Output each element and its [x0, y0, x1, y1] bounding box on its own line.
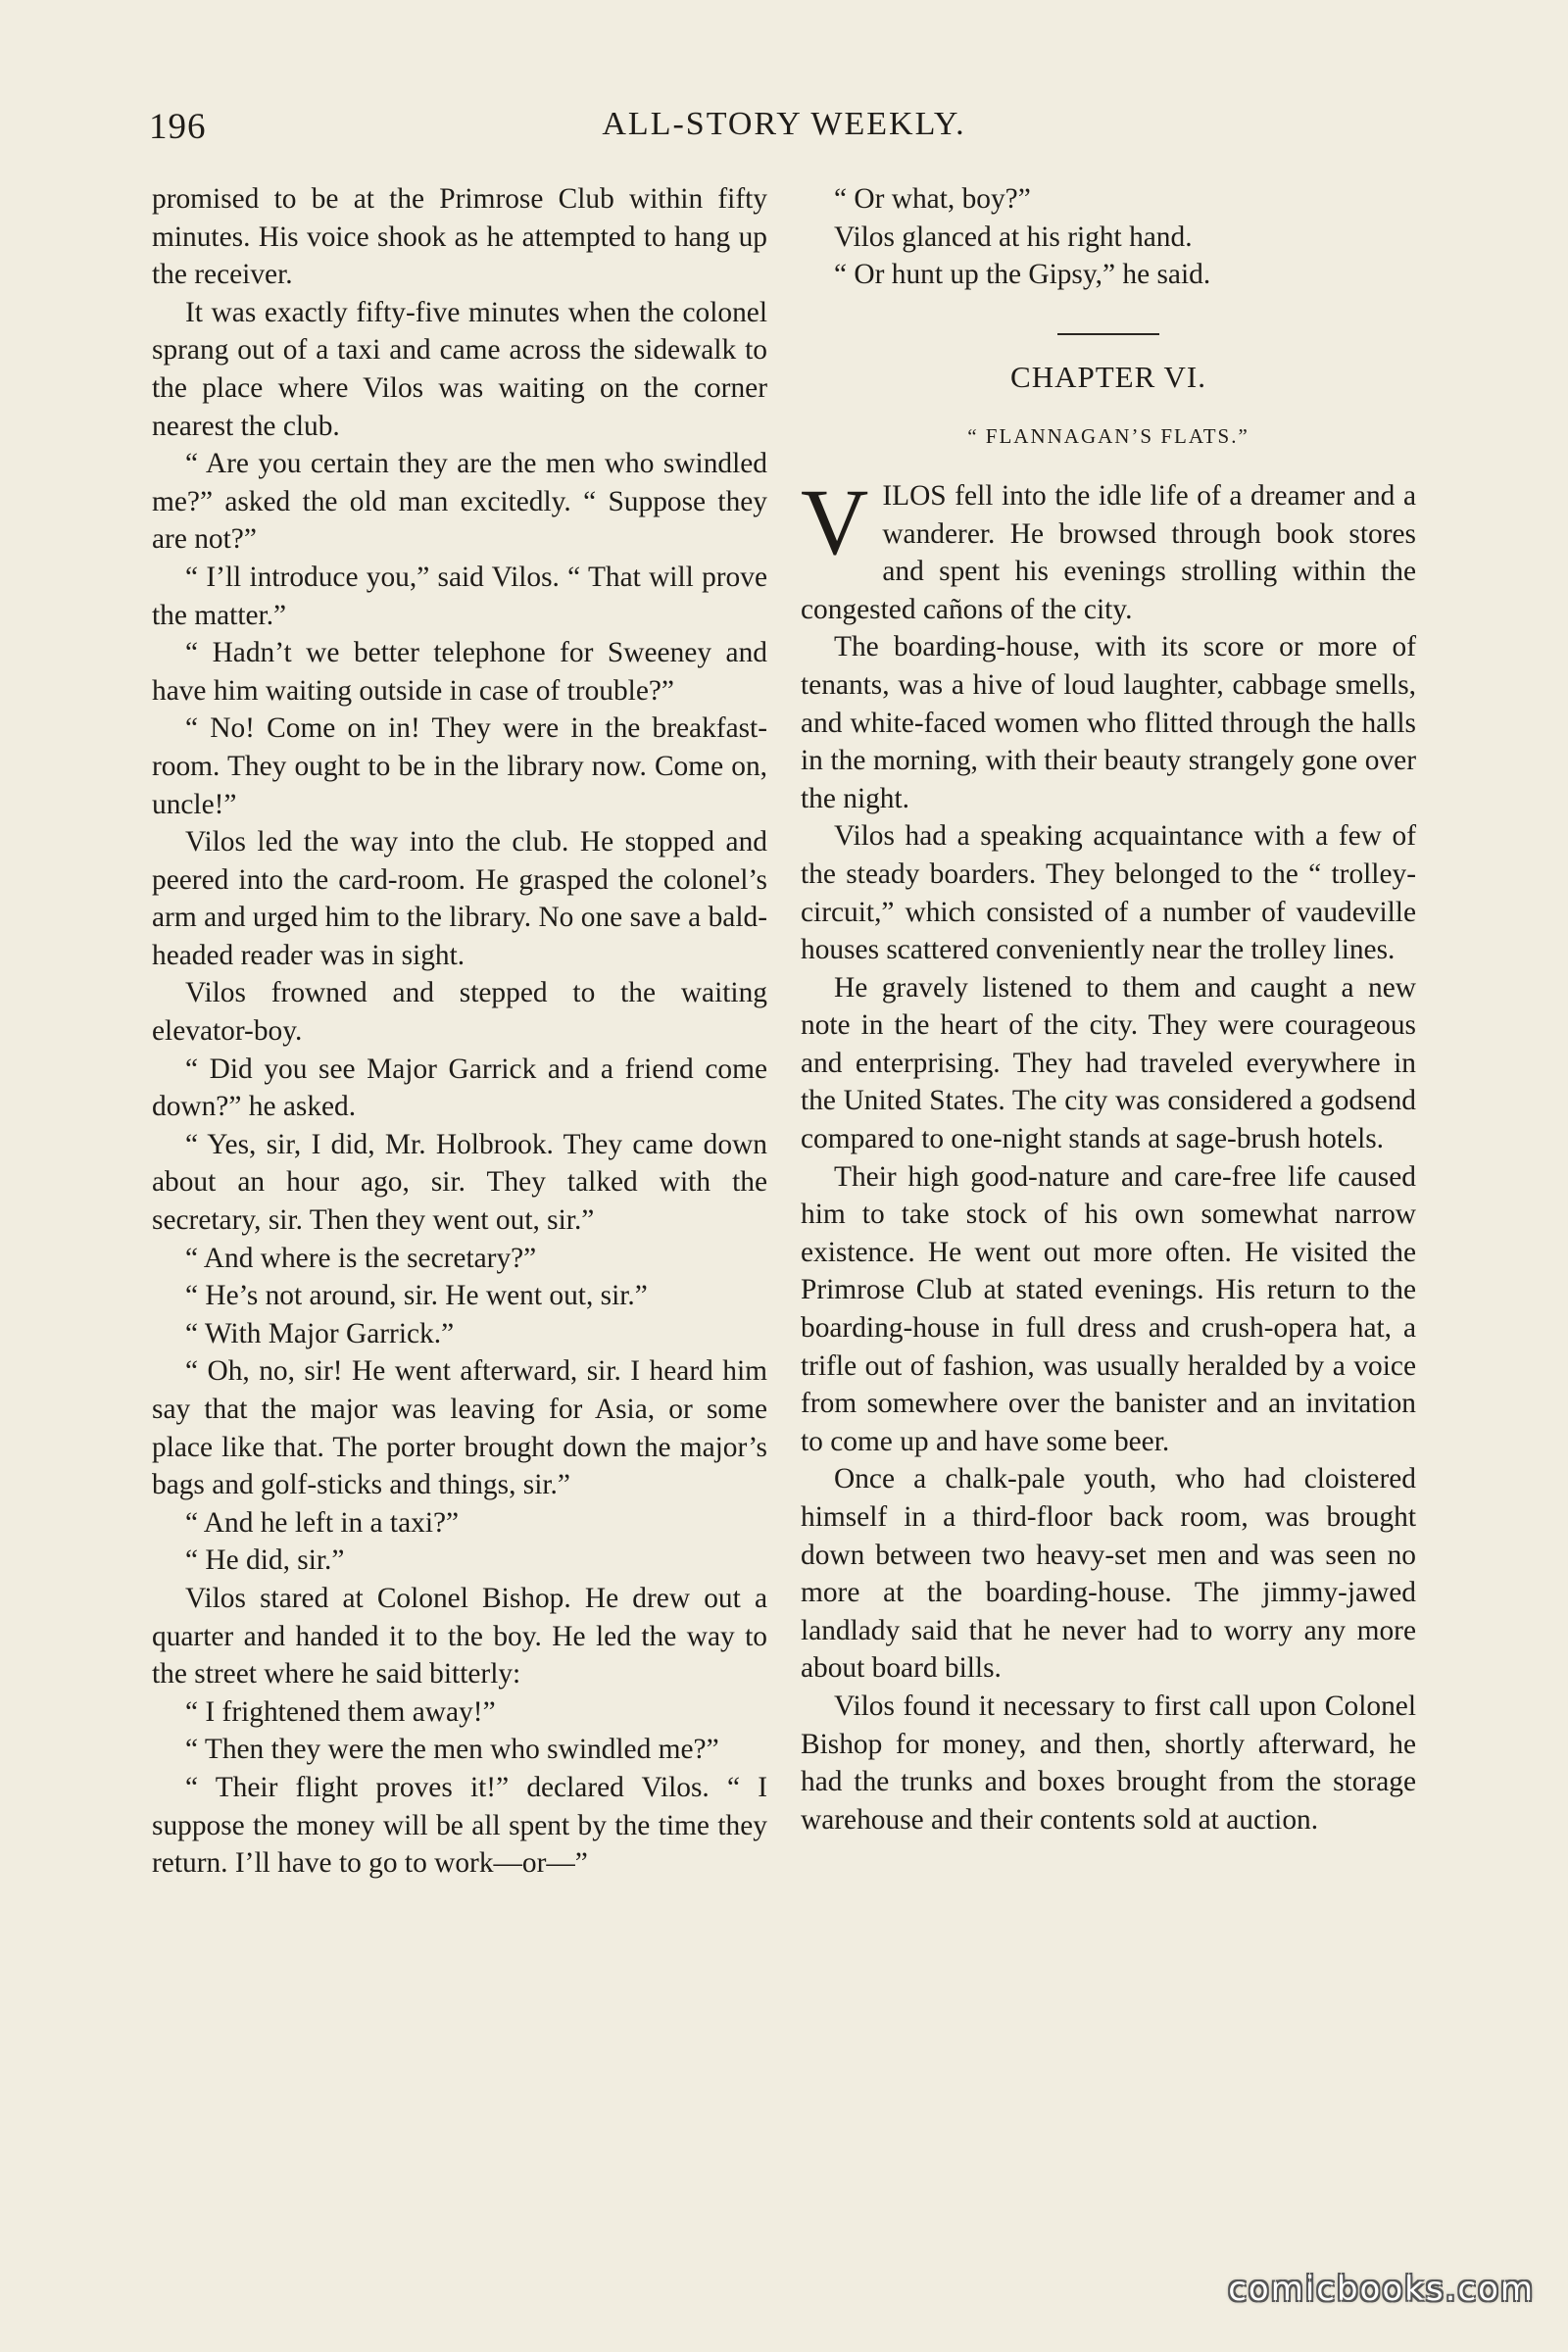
paragraph: “ And he left in a taxi?” — [185, 1506, 460, 1539]
paragraph: It was exactly fifty-five minutes when the colonel sprang out of a taxi and came across the sidewalk to the place where Vilos was waiting on the corner nearest the club. — [152, 296, 767, 442]
watermark: comicbooks.com — [1228, 2270, 1535, 2309]
paragraph: “ No! Come on in! They were in the breakfast-room. They ought to be in the library now. Come on, uncle!” — [152, 712, 767, 820]
running-title: ALL-STORY WEEKLY. — [602, 106, 966, 142]
paragraph: “ He did, sir.” — [185, 1544, 345, 1577]
paragraph: Vilos found it necessary to first call upon Colonel Bishop for money, and then, shortly afterward, he had the trunks and boxes brought from the storage warehouse and their contents sold at auction. — [801, 1690, 1416, 1836]
paragraph: Vilos stared at Colonel Bishop. He drew out a quarter and handed it to the boy. He led the way to the street where he said bitterly: — [152, 1582, 767, 1690]
left-column — [152, 180, 767, 1883]
paragraph: Vilos glanced at his right hand. — [834, 220, 1193, 253]
paragraph: Vilos led the way into the club. He stopped and peered into the card-room. He grasped the colonel’s arm and urged him to the library. No one save a bald-headed reader was in sight. — [152, 826, 767, 971]
paragraph: “ Are you certain they are the men who swindled me?” asked the old man excitedly. “ Suppose they are not?” — [152, 448, 767, 556]
paragraph: The boarding-house, with its score or more of tenants, was a hive of loud laughter, cabbage smells, and white-faced women who flitted through the halls in the morning, with their beauty strangely gone over the night. — [801, 631, 1416, 814]
paragraph: “ Hadn’t we better telephone for Sweeney and have him waiting outside in case of trouble?” — [152, 637, 767, 707]
section-divider — [1057, 333, 1159, 335]
paragraph: He gravely listened to them and caught a new note in the heart of the city. They were courageous and enterprising. They had traveled everywhere in the United States. The city was considered a godsend compared to one-night stands at sage-brush hotels. — [801, 971, 1416, 1155]
paragraph: “ With Major Garrick.” — [185, 1317, 455, 1349]
right-column — [801, 180, 1416, 1838]
paragraph: Once a chalk-pale youth, who had cloistered himself in a third-floor back room, was brought down between two heavy-set men and was seen no more at the boarding-house. The jimmy-jawed landlady said that he never had to worry any more about board bills. — [801, 1463, 1416, 1685]
paragraph: “ Or what, boy?” — [834, 183, 1031, 215]
opening-paragraph — [801, 468, 1416, 628]
paragraph: “ I’ll introduce you,” said Vilos. “ That will prove the matter.” — [152, 561, 767, 631]
paragraph: “ And where is the secretary?” — [185, 1242, 537, 1274]
paragraph: “ Oh, no, sir! He went afterward, sir. I heard him say that the major was leaving for Asia, or some place like that. The porter brought down the major’s bags and golf-sticks and things, sir.” — [152, 1355, 767, 1501]
paragraph: “ I frightened them away!” — [185, 1695, 496, 1728]
drop-cap: V — [801, 468, 869, 574]
paragraph: Their high good-nature and care-free life caused him to take stock of his own somewhat narrow existence. He went out more often. He visited the Primrose Club at stated evenings. His return to the boarding-house in full dress and crush-opera hat, a trifle out of fashion, was usually heralded by a voice from somewhere over the banister and an invitation to come up and have some beer. — [801, 1160, 1416, 1457]
paragraph: Vilos had a speaking acquaintance with a few of the steady boarders. They belonged to the “ trolley-circuit,” which consisted of a number of vaudeville houses scattered conveniently near the trolley lines. — [801, 820, 1416, 966]
opening-paragraph-text: ILOS fell into the idle life of a dreamer and a wanderer. He browsed through book stores and spent his evenings strolling within the congested cañons of the city. — [801, 479, 1416, 625]
paragraph: “ Or hunt up the Gipsy,” he said. — [834, 259, 1211, 291]
chapter-title: “ FLANNAGAN’S FLATS.” — [967, 424, 1250, 449]
paragraph: promised to be at the Primrose Club within fifty minutes. His voice shook as he attempted to hang up the receiver. — [152, 183, 767, 291]
page-number: 196 — [149, 107, 207, 147]
paragraph: Vilos frowned and stepped to the waiting elevator-boy. — [152, 977, 767, 1048]
paragraph: “ Did you see Major Garrick and a friend come down?” he asked. — [152, 1053, 767, 1123]
paragraph: “ Their flight proves it!” declared Vilos. “ I suppose the money will be all spent by the time they return. I’ll have to go to work—or—” — [152, 1771, 767, 1880]
paragraph: “ Then they were the men who swindled me?” — [185, 1734, 719, 1766]
paragraph: “ Yes, sir, I did, Mr. Holbrook. They came down about an hour ago, sir. They talked with the secretary, sir. Then they went out, sir.” — [152, 1128, 767, 1237]
paragraph: “ He’s not around, sir. He went out, sir.” — [185, 1280, 648, 1312]
page-header — [149, 106, 1419, 155]
chapter-heading: CHAPTER VI. — [1010, 359, 1206, 394]
